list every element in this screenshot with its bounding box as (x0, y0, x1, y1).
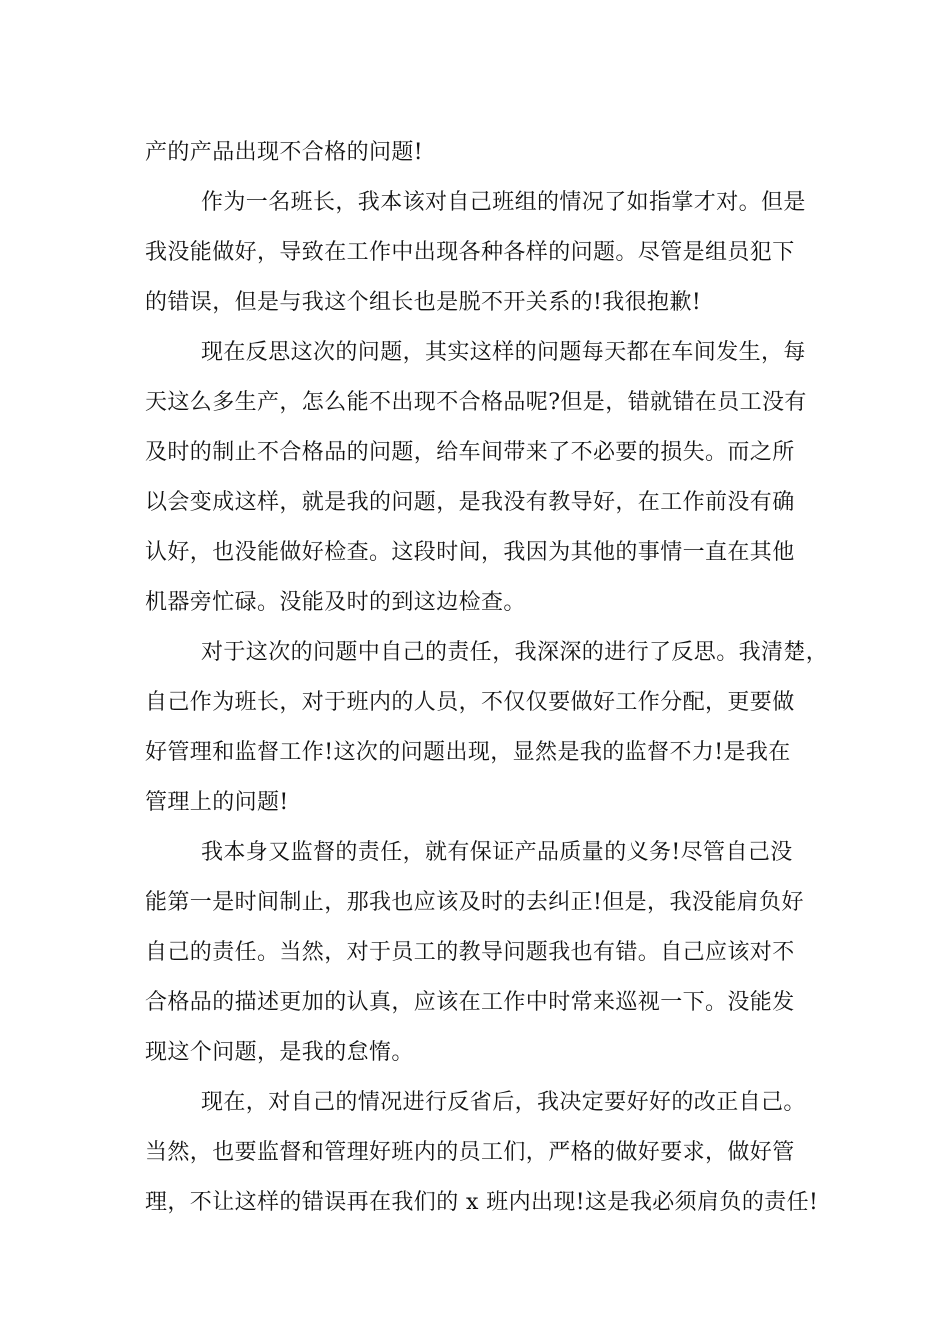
document-body (145, 128, 829, 1228)
text-line: 管理上的问题! (145, 790, 289, 815)
text-line: 认好，也没能做好检查。这段时间，我因为其他的事情一直在其他 (145, 540, 795, 565)
paragraph-first-line: 作为一名班长，我本该对自己班组的情况了如指掌才对。但是 (201, 190, 806, 215)
text-line: 及时的制止不合格品的问题，给车间带来了不必要的损失。而之所 (145, 440, 795, 465)
text-line: 当然，也要监督和管理好班内的员工们，严格的做好要求，做好管 (145, 1140, 795, 1165)
text-line: 能第一是时间制止，那我也应该及时的去纠正!但是，我没能肩负好 (145, 890, 804, 915)
text-line: 现这个问题，是我的怠惰。 (145, 1040, 414, 1065)
text-line: 自己作为班长，对于班内的人员，不仅仅要做好工作分配，更要做 (145, 690, 795, 715)
text-line: 理，不让这样的错误再在我们的 x 班内出现!这是我必须肩负的责任! (145, 1190, 819, 1215)
paragraph-first-line: 对于这次的问题中自己的责任，我深深的进行了反思。我清楚， (201, 640, 829, 665)
text-line: 机器旁忙碌。没能及时的到这边检查。 (145, 590, 526, 615)
text-line: 好管理和监督工作!这次的问题出现，显然是我的监督不力!是我在 (145, 740, 791, 765)
text-line: 我没能做好，导致在工作中出现各种各样的问题。尽管是组员犯下 (145, 240, 795, 265)
text-line: 以会变成这样，就是我的问题，是我没有教导好，在工作前没有确 (145, 490, 795, 515)
text-line: 天这么多生产，怎么能不出现不合格品呢?但是，错就错在员工没有 (145, 390, 807, 415)
text-line: 的错误，但是与我这个组长也是脱不开关系的!我很抱歉! (145, 290, 702, 315)
paragraph-first-line: 现在反思这次的问题，其实这样的问题每天都在车间发生，每 (201, 340, 806, 365)
text-line: 合格品的描述更加的认真，应该在工作中时常来巡视一下。没能发 (145, 990, 795, 1015)
paragraph-first-line: 现在，对自己的情况进行反省后，我决定要好好的改正自己。 (201, 1090, 806, 1115)
text-line: 自己的责任。当然，对于员工的教导问题我也有错。自己应该对不 (145, 940, 795, 965)
paragraph-first-line: 我本身又监督的责任，就有保证产品质量的义务!尽管自己没 (201, 840, 793, 865)
text-line: 产的产品出现不合格的问题! (145, 140, 424, 165)
